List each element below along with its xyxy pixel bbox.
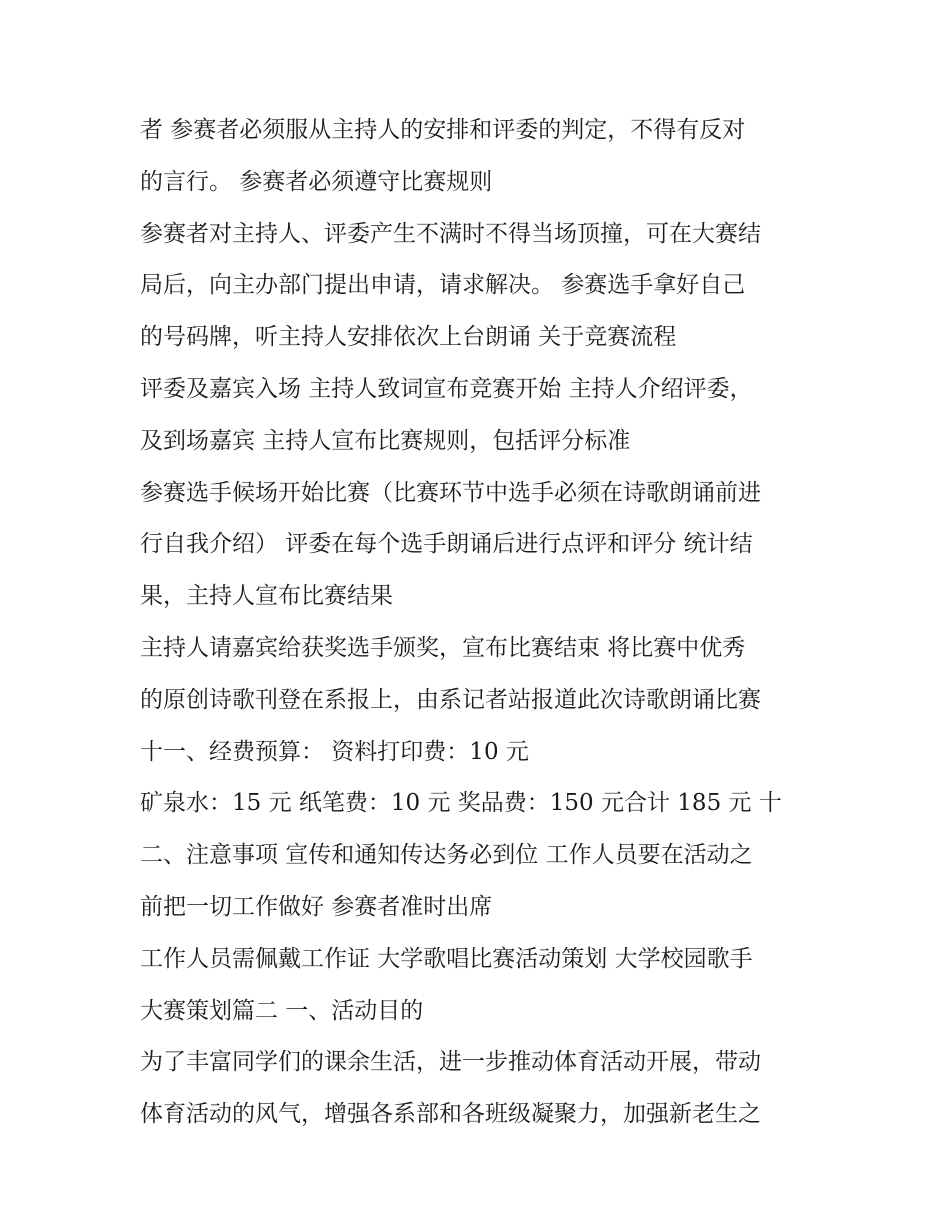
text-line: 参赛选手候场开始比赛（比赛环节中选手必须在诗歌朗诵前进 — [140, 479, 761, 506]
text-line: 局后，向主办部门提出申请，请求解决。 参赛选手拿好自己 — [140, 272, 746, 299]
text-line: 者 参赛者必须服从主持人的安排和评委的判定，不得有反对 — [140, 117, 746, 143]
text-line: 为了丰富同学们的课余生活，进一步推动体育活动开展，带动 — [140, 1049, 761, 1076]
text-line: 二、注意事项 宣传和通知传达务必到位 工作人员要在活动之 — [140, 842, 753, 869]
text-line: 行自我介绍） 评委在每个选手朗诵后进行点评和评分 统计结 — [140, 531, 753, 558]
text-line: 大赛策划篇二 一、活动目的 — [140, 997, 424, 1024]
text-line: 的原创诗歌刊登在系报上，由系记者站报道此次诗歌朗诵比赛 — [140, 686, 761, 713]
text-line: 主持人请嘉宾给获奖选手颁奖，宣布比赛结束 将比赛中优秀 — [140, 634, 746, 661]
text-line: 矿泉水：15 元 纸笔费：10 元 奖品费：150 元合计 185 元 十 — [140, 790, 782, 817]
text-line: 工作人员需佩戴工作证 大学歌唱比赛活动策划 大学校园歌手 — [140, 945, 753, 972]
text-line: 及到场嘉宾 主持人宣布比赛规则，包括评分标准 — [140, 427, 631, 454]
text-line: 参赛者对主持人、评委产生不满时不得当场顶撞，可在大赛结 — [140, 220, 761, 247]
text-line: 的号码牌，听主持人安排依次上台朗诵 关于竞赛流程 — [140, 324, 677, 351]
text-line: 的言行。 参赛者必须遵守比赛规则 — [140, 168, 493, 195]
text-line: 体育活动的风气，增强各系部和各班级凝聚力，加强新老生之 — [140, 1101, 761, 1128]
text-line: 十一、经费预算： 资料打印费：10 元 — [140, 738, 529, 765]
text-line: 评委及嘉宾入场 主持人致词宣布竞赛开始 主持人介绍评委， — [140, 375, 753, 402]
text-line: 果，主持人宣布比赛结果 — [140, 583, 393, 610]
text-line: 前把一切工作做好 参赛者准时出席 — [140, 893, 493, 920]
document-body — [140, 105, 830, 1141]
